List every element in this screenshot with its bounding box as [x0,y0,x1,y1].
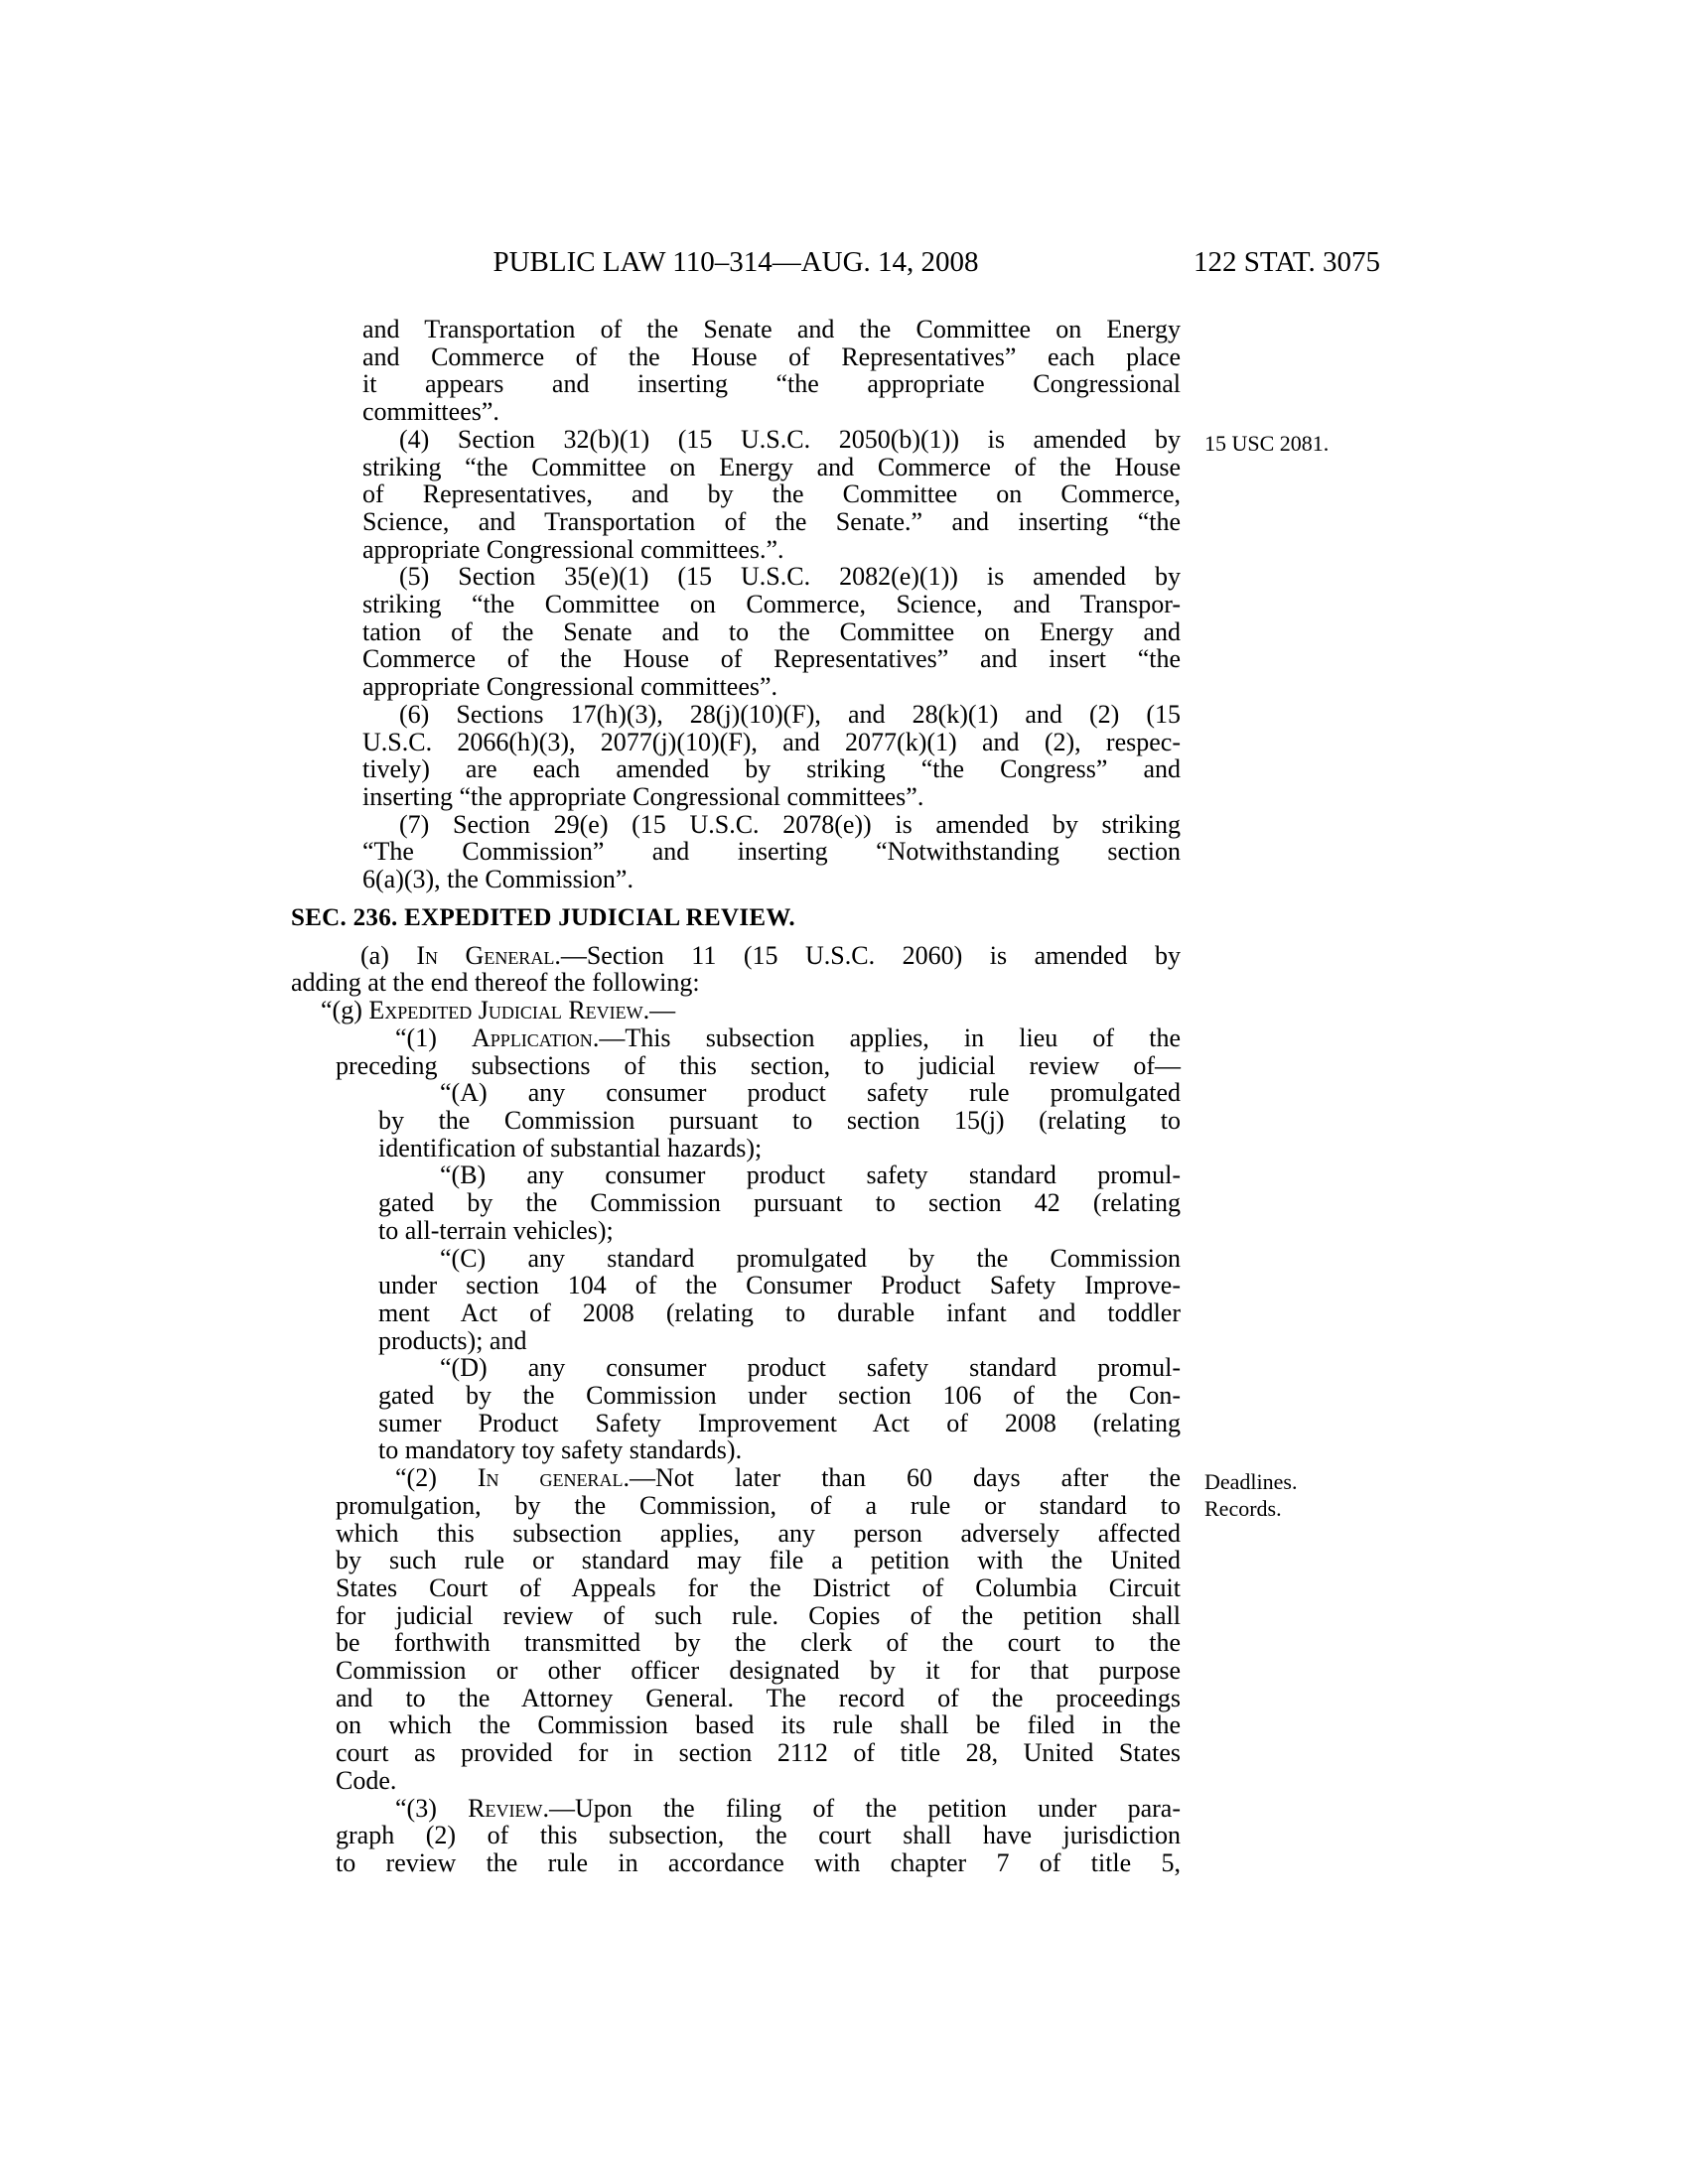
small-caps-text: In general [477,1463,624,1493]
stat-page-number: 122 STAT. 3075 [1193,246,1380,278]
text-line: ment Act of 2008 (relating to durable infant and toddler [378,1297,1181,1327]
statute-body [291,316,1181,1877]
text-line: court as provided for in section 2112 of title 28, United States [336,1738,1181,1768]
small-caps-text: Expedited Judicial Review [368,996,643,1025]
margin-note: Records. [1204,1496,1282,1521]
text-line: striking “the Committee on Commerce, Science, and Transpor- [362,590,1181,619]
text-line: products); and [378,1325,527,1355]
text-line: “(2) In general.—Not later than 60 days after the [395,1463,1181,1493]
text-line: tation of the Senate and to the Committee on Energy and [362,616,1181,646]
continuation-paragraph [291,316,1181,426]
text-line: Commerce of the House of Representatives” and insert “the [362,644,1181,674]
text-line: and to the Attorney General. The record of the proceedings [336,1683,1181,1712]
text-line: identification of substantial hazards); [378,1133,763,1162]
text-line: to all-terrain vehicles); [378,1215,614,1245]
text-line: (7) Section 29(e) (15 U.S.C. 2078(e)) is amended by striking [399,809,1181,839]
paragraph-4 [291,426,1181,564]
text-line: and Transportation of the Senate and the Committee on Energy [362,315,1181,343]
amendment-paragraphs [291,316,1181,893]
law-title: PUBLIC LAW 110–314—AUG. 14, 2008 [492,246,979,278]
text-line: “(B) any consumer product safety standard promul- [440,1160,1181,1190]
text-line: “(A) any consumer product safety rule promulgated [440,1078,1181,1108]
subsection-a [291,942,1181,997]
quoted-paragraph-2 [291,1464,1181,1794]
text-line: appropriate Congressional committees”. [362,672,778,702]
margin-note: Deadlines. [1204,1469,1298,1494]
text-line: which this subsection applies, any person adversely affected [336,1518,1181,1548]
text-line: to mandatory toy safety standards). [378,1435,743,1465]
paragraph-7 [291,811,1181,893]
text-line: be forthwith transmitted by the clerk of the court to the [336,1628,1181,1658]
quoted-paragraph-3 [291,1795,1181,1877]
paragraph-6 [291,701,1181,811]
text-line: (4) Section 32(b)(1) (15 U.S.C. 2050(b)(1)) is amended by [399,424,1181,454]
text-line: “(1) Application.—This subsection applies, in lieu of the [395,1023,1182,1052]
small-caps-text: Review [468,1793,543,1823]
text-line: by such rule or standard may file a petition with the United [336,1546,1181,1575]
small-caps-text: In General [416,940,555,970]
text-line: gated by the Commission pursuant to section 42 (relating [378,1188,1181,1218]
text-line: by the Commission pursuant to section 15(j) (relating to [378,1105,1181,1135]
text-line: under section 104 of the Consumer Product Safety Improve- [378,1271,1181,1300]
text-line: it appears and inserting “the appropriate Congressional [362,369,1181,399]
section-heading: SEC. 236. EXPEDITED JUDICIAL REVIEW. [291,903,795,931]
text-line: “(g) Expedited Judicial Review.— [321,996,676,1025]
text-line: “(3) Review.—Upon the filing of the petition under para- [395,1793,1181,1823]
text-line: graph (2) of this subsection, the court shall have jurisdiction [336,1821,1181,1850]
quoted-subparagraph-B [291,1161,1181,1244]
text-line: preceding subsections of this section, to judicial review of— [336,1050,1181,1080]
text-line: U.S.C. 2066(h)(3), 2077(j)(10)(F), and 2077(k)(1) and (2), respec- [362,727,1181,756]
quoted-subparagraph-C [291,1245,1181,1355]
text-line: (6) Sections 17(h)(3), 28(j)(10)(F), and 28(k)(1) and (2) (15 [399,699,1181,729]
text-line: to review the rule in accordance with chapter 7 of title 5, [336,1847,1181,1877]
quoted-subparagraph-A [291,1079,1181,1161]
text-line: Commission or other officer designated by it for that purpose [336,1656,1181,1686]
text-line: promulgation, by the Commission, of a rule or standard to [336,1490,1181,1520]
text-line: “The Commission” and inserting “Notwithstanding section [362,837,1181,867]
text-line: appropriate Congressional committees.”. [362,534,784,564]
text-line: (a) In General.—Section 11 (15 U.S.C. 2060) is amended by [360,940,1181,970]
text-line: tively) are each amended by striking “the Congress” and [362,754,1181,784]
text-line: Code. [336,1765,397,1795]
text-line: gated by the Commission under section 106 of the Con- [378,1381,1181,1411]
text-line: and Commerce of the House of Representatives” each place [362,341,1181,371]
text-line: (5) Section 35(e)(1) (15 U.S.C. 2082(e)(1)) is amended by [399,562,1181,592]
margin-note: 15 USC 2081. [1204,431,1330,456]
text-line: States Court of Appeals for the District of Columbia Circuit [336,1572,1181,1602]
text-line: 6(a)(3), the Commission”. [362,865,633,894]
text-line: committees”. [362,397,499,427]
page-header [0,246,1688,280]
text-line: adding at the end thereof the following: [291,968,700,998]
quoted-subsection-g [291,997,1181,1024]
text-line: of Representatives, and by the Committee on Commerce, [362,479,1181,509]
text-line: Science, and Transportation of the Senate.” and inserting “the [362,506,1181,536]
text-line: sumer Product Safety Improvement Act of 2008 (relating [378,1408,1181,1437]
section-236-paragraphs [291,942,1181,1877]
text-line: striking “the Committee on Energy and Commerce of the House [362,452,1181,481]
small-caps-text: Application [472,1023,593,1052]
text-line: “(D) any consumer product safety standard promul- [440,1353,1181,1383]
text-line: for judicial review of such rule. Copies of the petition shall [336,1600,1181,1630]
text-line: “(C) any standard promulgated by the Commission [440,1243,1181,1273]
quoted-paragraph-1 [291,1024,1181,1079]
paragraph-5 [291,563,1181,701]
text-line: on which the Commission based its rule shall be filed in the [336,1710,1181,1740]
text-line: inserting “the appropriate Congressional committees”. [362,781,924,811]
quoted-subparagraph-D [291,1354,1181,1464]
